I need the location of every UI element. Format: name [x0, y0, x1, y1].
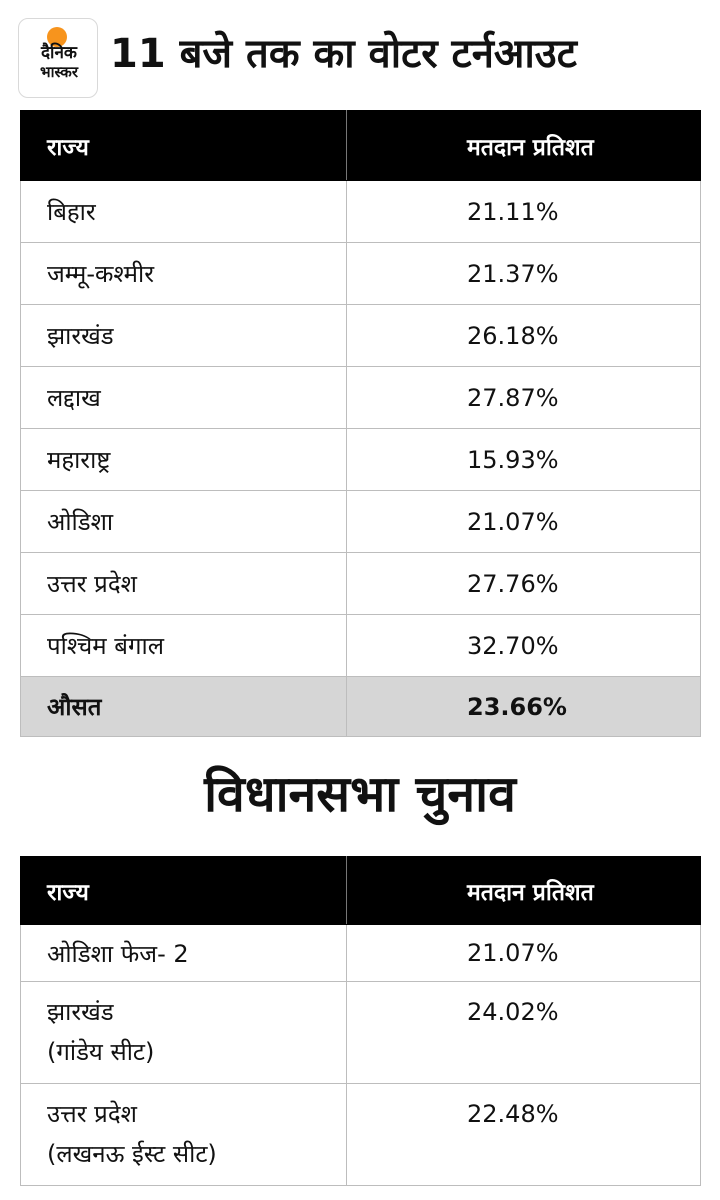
state-cell: ओडिशा फेज- 2: [21, 925, 347, 982]
section-title: विधानसभा चुनाव: [204, 765, 516, 823]
table-row: [21, 181, 701, 243]
table-row: [21, 925, 701, 982]
average-value: 23.66%: [347, 677, 701, 737]
state-cell: जम्मू-कश्मीर: [21, 243, 347, 305]
turnout-cell: 27.87%: [347, 367, 701, 429]
state-cell: उत्तर प्रदेश: [21, 553, 347, 615]
dainik-bhaskar-logo: [18, 18, 98, 98]
logo-text-line2: भास्कर: [40, 63, 78, 81]
state-cell: [21, 982, 347, 1084]
average-row: [21, 677, 701, 737]
seat-name: (गांडेय सीट): [47, 1038, 155, 1066]
state-name: झारखंड: [47, 998, 114, 1026]
turnout-cell: 21.07%: [347, 491, 701, 553]
turnout-cell: 24.02%: [347, 982, 701, 1084]
turnout-cell: 26.18%: [347, 305, 701, 367]
assembly-election-table: [20, 856, 701, 1186]
state-cell: ओडिशा: [21, 491, 347, 553]
turnout-cell: 32.70%: [347, 615, 701, 677]
table-header-row: [21, 111, 701, 181]
state-cell: झारखंड: [21, 305, 347, 367]
table-row: [21, 305, 701, 367]
table-row: [21, 429, 701, 491]
turnout-cell: 21.07%: [347, 925, 701, 982]
turnout-cell: 22.48%: [347, 1084, 701, 1186]
state-cell: लद्दाख: [21, 367, 347, 429]
turnout-cell: 15.93%: [347, 429, 701, 491]
table-row: [21, 982, 701, 1084]
page-title: 11 बजे तक का वोटर टर्नआउट: [110, 31, 577, 77]
state-name: उत्तर प्रदेश: [47, 1100, 137, 1128]
seat-name: (लखनऊ ईस्ट सीट): [47, 1140, 217, 1168]
table-row: [21, 1084, 701, 1186]
state-cell: पश्चिम बंगाल: [21, 615, 347, 677]
table-row: [21, 553, 701, 615]
average-label: औसत: [21, 677, 347, 737]
table-row: [21, 615, 701, 677]
table-header-row: [21, 857, 701, 925]
voter-turnout-table: [20, 110, 701, 737]
column-header-turnout: मतदान प्रतिशत: [347, 857, 701, 925]
table-row: [21, 491, 701, 553]
state-cell: [21, 1084, 347, 1186]
turnout-cell: 27.76%: [347, 553, 701, 615]
column-header-state: राज्य: [21, 857, 347, 925]
turnout-cell: 21.37%: [347, 243, 701, 305]
logo-text-line1: दैनिक: [41, 43, 77, 63]
table-row: [21, 367, 701, 429]
state-cell: बिहार: [21, 181, 347, 243]
state-cell: महाराष्ट्र: [21, 429, 347, 491]
column-header-state: राज्य: [21, 111, 347, 181]
column-header-turnout: मतदान प्रतिशत: [347, 111, 701, 181]
turnout-cell: 21.11%: [347, 181, 701, 243]
header: [18, 18, 708, 100]
table-row: [21, 243, 701, 305]
